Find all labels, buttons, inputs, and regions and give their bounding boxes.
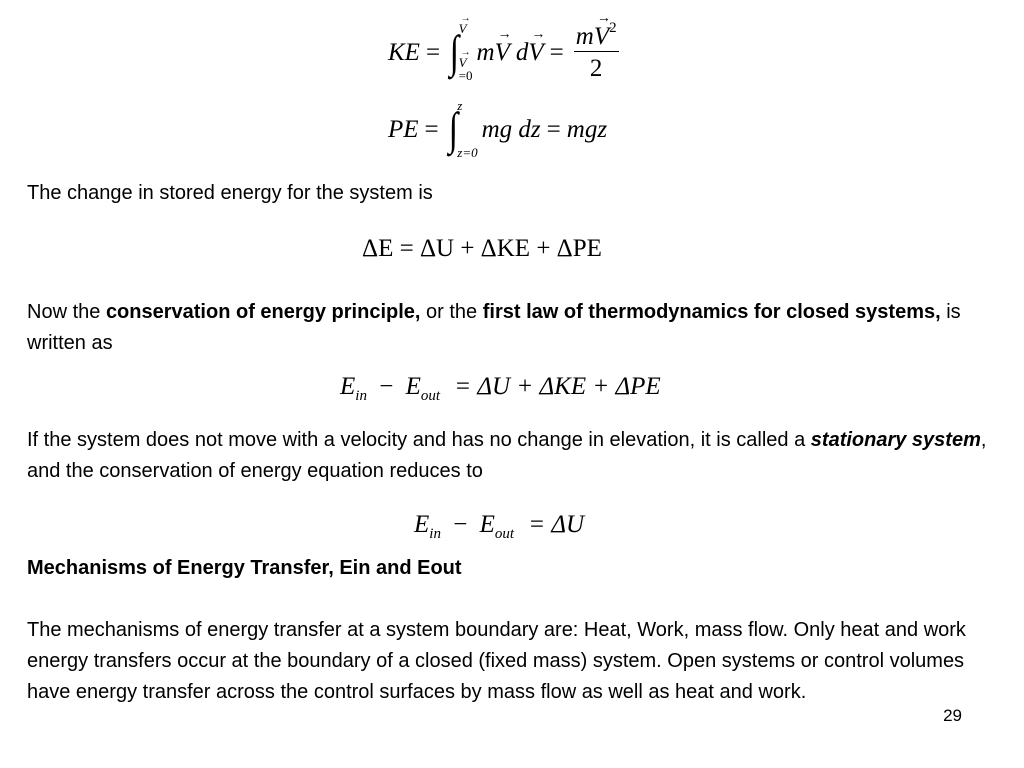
kinetic-energy-equation: KE = ∫ → V → V =0 m → V d → V = $\frac{m\to V^2}{2}$ [388,22,623,82]
stationary-equation: $E_{in} - E_{out} = \Delta U$ [414,511,585,542]
pe-lower-limit: z=0 [457,145,478,160]
section-heading: Mechanisms of Energy Transfer, Ein and Eout [27,557,462,579]
ke-lower-limit: → V [459,56,473,69]
integral-sign: ∫ [448,103,458,154]
ke-fraction: $\frac{m\to V^2}{2}$ [574,24,619,81]
paragraph-conservation: Now the conservation of energy principle, or the first law of thermodynamics for closed systems, is written as [27,301,961,354]
ke-upper-limit: → V [459,22,473,35]
first-law-equation: $E_{in} - E_{out} = \Delta U + \Delta KE + \Delta PE$ [340,373,661,404]
delta-e-equation: ΔE = ΔU + ΔKE + ΔPE [362,235,602,262]
page-number: 29 [943,706,962,725]
potential-energy-equation: PE = ∫ z z=0 mg dz = mgz [388,98,608,160]
paragraph-mechanisms: The mechanisms of energy transfer at a system boundary are: Heat, Work, mass flow. Only heat and work energy transfers occur at the boundary of a closed (fixed mass) system. Open systems or control volumes have energy transfer across the control surfaces by mass flow as well as heat and work. [27,619,966,703]
paragraph-stationary-system: If the system does not move with a velocity and has no change in elevation, it is called a stationary system, and the conservation of energy equation reduces to [27,429,987,482]
integral-sign: ∫ [449,26,460,77]
pe-upper-limit: z [457,98,463,113]
pe-lhs: PE [388,115,419,143]
ke-velocity: → V [495,40,510,65]
ke-integral: ∫ → V → V =0 [448,22,472,82]
paragraph-stored-energy: The change in stored energy for the system is [27,182,433,204]
ke-dv: → V [528,40,543,65]
pe-integral [447,99,478,159]
ke-lhs: KE [388,38,420,66]
